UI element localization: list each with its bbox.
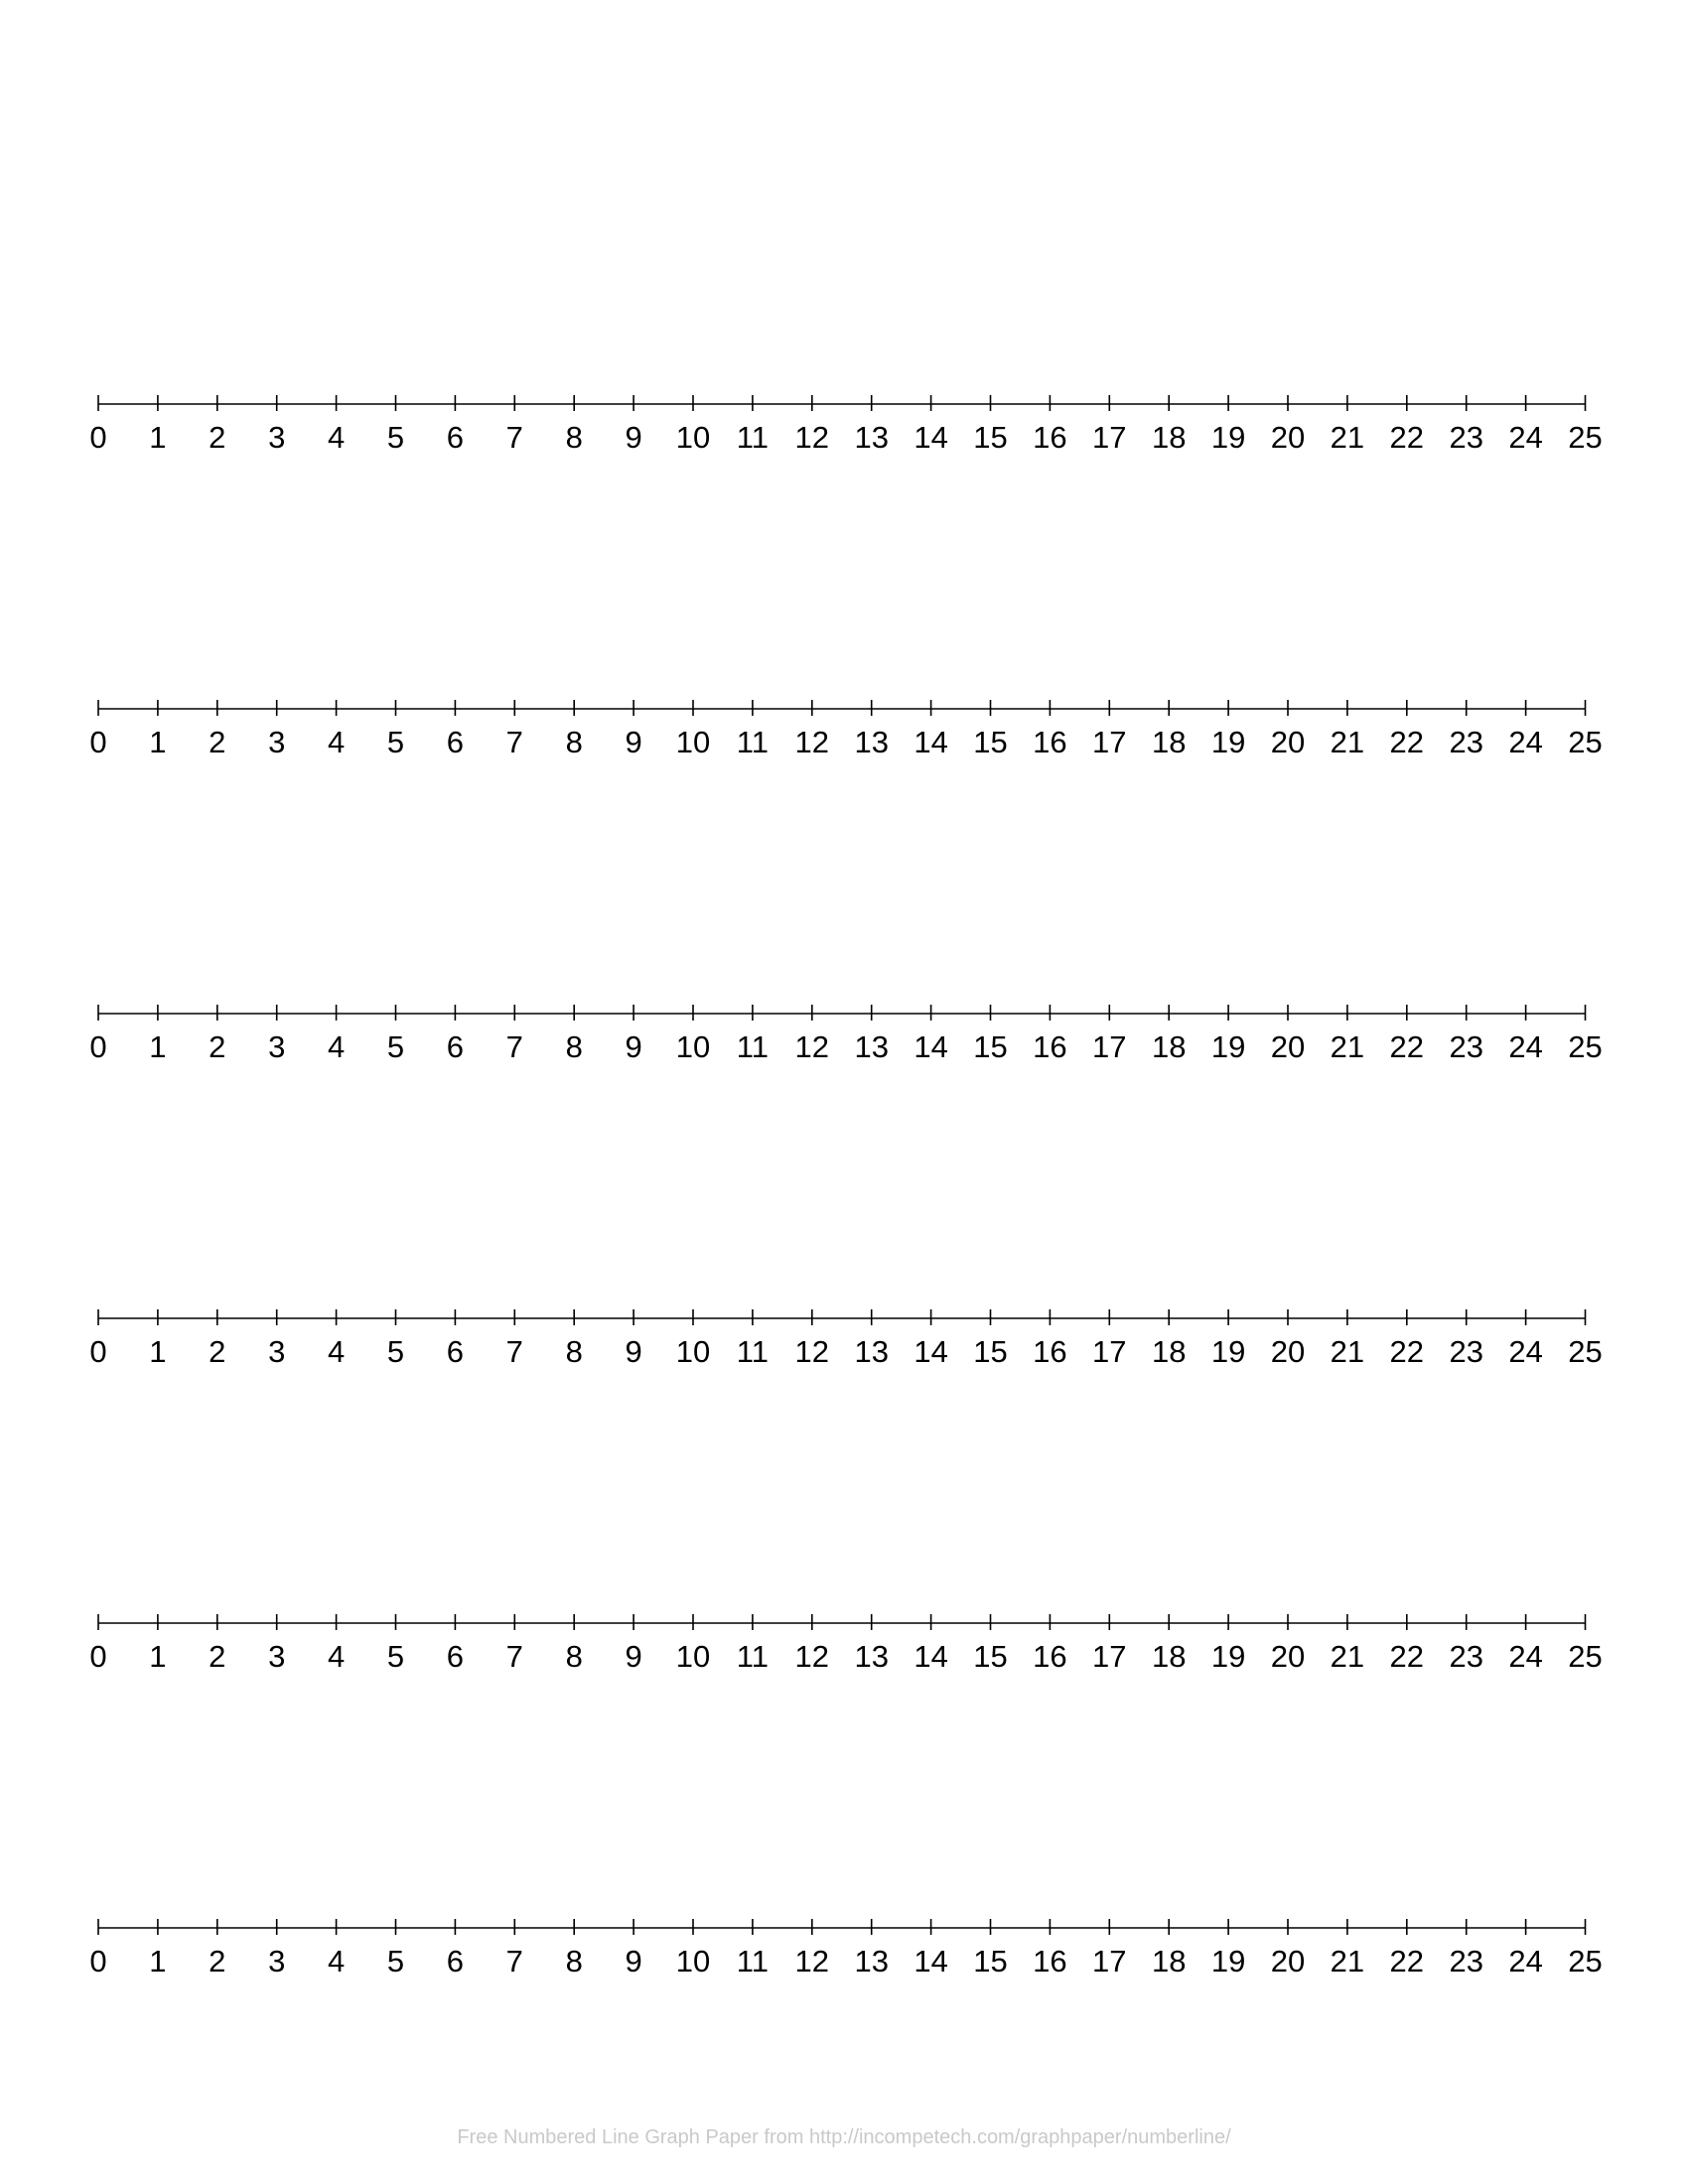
tick-label: 9	[625, 420, 642, 455]
tick-label: 3	[268, 1944, 286, 1979]
tick-label: 7	[505, 1334, 523, 1369]
tick-label: 2	[209, 1334, 226, 1369]
tick-label: 23	[1449, 1029, 1483, 1064]
number-line-5	[89, 1614, 1602, 1674]
tick-label: 24	[1508, 1639, 1543, 1674]
tick-label: 0	[89, 420, 107, 455]
tick-label: 8	[565, 1334, 583, 1369]
tick-label: 19	[1210, 1334, 1246, 1369]
tick-label: 1	[149, 1639, 167, 1674]
tick-label: 21	[1330, 1944, 1365, 1979]
tick-label: 17	[1092, 420, 1127, 455]
number-line-6	[89, 1919, 1602, 1979]
tick-label: 1	[149, 1029, 167, 1064]
tick-label: 9	[625, 1334, 642, 1369]
tick-label: 6	[446, 420, 465, 455]
tick-label: 9	[625, 725, 642, 759]
tick-label: 0	[89, 1639, 107, 1674]
tick-label: 3	[268, 420, 286, 455]
tick-label: 10	[675, 1639, 711, 1674]
tick-label: 13	[854, 1944, 889, 1979]
tick-label: 2	[209, 725, 226, 759]
tick-label: 23	[1449, 1334, 1483, 1369]
tick-label: 19	[1210, 1029, 1246, 1064]
tick-label: 12	[794, 420, 830, 455]
tick-label: 0	[89, 1944, 107, 1979]
tick-label: 21	[1330, 1639, 1365, 1674]
tick-label: 16	[1033, 1944, 1067, 1979]
tick-label: 5	[386, 725, 405, 759]
tick-label: 14	[914, 1639, 948, 1674]
tick-label: 18	[1151, 1944, 1187, 1979]
tick-label: 15	[973, 725, 1008, 759]
tick-label: 22	[1389, 1029, 1425, 1064]
tick-label: 7	[505, 725, 523, 759]
tick-label: 13	[854, 725, 889, 759]
tick-label: 6	[446, 1029, 465, 1064]
tick-label: 23	[1449, 420, 1483, 455]
tick-label: 17	[1092, 1334, 1127, 1369]
tick-label: 24	[1508, 1334, 1543, 1369]
tick-label: 5	[386, 420, 405, 455]
tick-label: 25	[1568, 420, 1603, 455]
tick-label: 8	[565, 1639, 583, 1674]
tick-label: 7	[505, 1944, 523, 1979]
tick-label: 12	[794, 1334, 830, 1369]
tick-label: 10	[675, 420, 711, 455]
tick-label: 24	[1508, 1944, 1543, 1979]
tick-label: 18	[1151, 1639, 1187, 1674]
tick-label: 8	[565, 1029, 583, 1064]
tick-label: 16	[1033, 1029, 1067, 1064]
tick-label: 21	[1330, 1029, 1365, 1064]
tick-label: 19	[1210, 1639, 1246, 1674]
tick-label: 2	[209, 1639, 226, 1674]
tick-label: 12	[794, 1029, 830, 1064]
tick-label: 18	[1151, 1029, 1187, 1064]
tick-label: 13	[854, 420, 889, 455]
tick-label: 25	[1568, 1639, 1603, 1674]
tick-label: 24	[1508, 1029, 1543, 1064]
tick-label: 3	[268, 725, 286, 759]
tick-label: 22	[1389, 725, 1425, 759]
tick-label: 1	[149, 725, 167, 759]
tick-label: 1	[149, 420, 167, 455]
tick-label: 12	[794, 1639, 830, 1674]
tick-label: 15	[973, 1944, 1008, 1979]
tick-label: 24	[1508, 725, 1543, 759]
tick-label: 14	[914, 1944, 948, 1979]
tick-label: 11	[736, 1944, 769, 1979]
tick-label: 11	[736, 1029, 769, 1064]
tick-label: 0	[89, 1334, 107, 1369]
tick-label: 5	[386, 1944, 405, 1979]
tick-label: 8	[565, 1944, 583, 1979]
tick-label: 22	[1389, 420, 1425, 455]
tick-label: 13	[854, 1639, 889, 1674]
tick-label: 2	[209, 1944, 226, 1979]
tick-label: 8	[565, 725, 583, 759]
tick-label: 23	[1449, 1944, 1483, 1979]
tick-label: 13	[854, 1029, 889, 1064]
tick-label: 25	[1568, 1334, 1603, 1369]
tick-label: 0	[89, 1029, 107, 1064]
tick-label: 17	[1092, 1029, 1127, 1064]
tick-label: 3	[268, 1029, 286, 1064]
tick-label: 23	[1449, 725, 1483, 759]
tick-label: 18	[1151, 1334, 1187, 1369]
tick-label: 16	[1033, 1639, 1067, 1674]
tick-label: 12	[794, 725, 830, 759]
tick-label: 11	[736, 420, 769, 455]
tick-label: 10	[675, 1029, 711, 1064]
tick-label: 1	[149, 1944, 167, 1979]
tick-label: 24	[1508, 420, 1543, 455]
tick-label: 16	[1033, 420, 1067, 455]
tick-label: 4	[327, 725, 346, 759]
tick-label: 3	[268, 1334, 286, 1369]
tick-label: 4	[327, 1334, 346, 1369]
tick-label: 15	[973, 420, 1008, 455]
tick-label: 2	[209, 420, 226, 455]
tick-label: 10	[675, 1334, 711, 1369]
tick-label: 25	[1568, 1029, 1603, 1064]
tick-label: 5	[386, 1639, 405, 1674]
tick-label: 20	[1270, 1639, 1306, 1674]
tick-label: 7	[505, 1029, 523, 1064]
tick-label: 17	[1092, 1944, 1127, 1979]
tick-label: 11	[736, 1334, 769, 1369]
tick-label: 14	[914, 725, 948, 759]
tick-label: 17	[1092, 725, 1127, 759]
tick-label: 25	[1568, 1944, 1603, 1979]
tick-label: 20	[1270, 725, 1306, 759]
tick-label: 25	[1568, 725, 1603, 759]
tick-label: 6	[446, 1944, 465, 1979]
tick-label: 22	[1389, 1639, 1425, 1674]
tick-label: 15	[973, 1639, 1008, 1674]
number-line-2	[89, 700, 1602, 759]
tick-label: 14	[914, 420, 948, 455]
tick-label: 20	[1270, 1334, 1306, 1369]
tick-label: 20	[1270, 1944, 1306, 1979]
tick-label: 4	[327, 1639, 346, 1674]
tick-label: 2	[209, 1029, 226, 1064]
tick-label: 20	[1270, 1029, 1306, 1064]
tick-label: 4	[327, 420, 346, 455]
tick-label: 17	[1092, 1639, 1127, 1674]
tick-label: 6	[446, 725, 465, 759]
tick-label: 12	[794, 1944, 830, 1979]
tick-label: 16	[1033, 725, 1067, 759]
tick-label: 4	[327, 1944, 346, 1979]
tick-label: 7	[505, 420, 523, 455]
tick-label: 9	[625, 1639, 642, 1674]
tick-label: 19	[1210, 1944, 1246, 1979]
tick-label: 15	[973, 1334, 1008, 1369]
tick-label: 11	[736, 725, 769, 759]
tick-label: 19	[1210, 725, 1246, 759]
tick-label: 16	[1033, 1334, 1067, 1369]
tick-label: 21	[1330, 1334, 1365, 1369]
tick-label: 18	[1151, 420, 1187, 455]
tick-label: 5	[386, 1029, 405, 1064]
tick-label: 4	[327, 1029, 346, 1064]
tick-label: 15	[973, 1029, 1008, 1064]
tick-label: 5	[386, 1334, 405, 1369]
number-line-1	[89, 395, 1602, 455]
tick-label: 0	[89, 725, 107, 759]
tick-label: 23	[1449, 1639, 1483, 1674]
tick-label: 9	[625, 1029, 642, 1064]
tick-label: 6	[446, 1334, 465, 1369]
tick-label: 6	[446, 1639, 465, 1674]
tick-label: 20	[1270, 420, 1306, 455]
tick-label: 22	[1389, 1334, 1425, 1369]
tick-label: 21	[1330, 725, 1365, 759]
tick-label: 13	[854, 1334, 889, 1369]
tick-label: 10	[675, 725, 711, 759]
footer-credit: Free Numbered Line Graph Paper from http://incompetech.com/graphpaper/numberline/	[457, 2126, 1231, 2148]
tick-label: 11	[736, 1639, 769, 1674]
tick-label: 9	[625, 1944, 642, 1979]
tick-label: 14	[914, 1334, 948, 1369]
tick-label: 21	[1330, 420, 1365, 455]
tick-label: 19	[1210, 420, 1246, 455]
tick-label: 8	[565, 420, 583, 455]
tick-label: 14	[914, 1029, 948, 1064]
tick-label: 1	[149, 1334, 167, 1369]
tick-label: 22	[1389, 1944, 1425, 1979]
number-line-4	[89, 1309, 1602, 1369]
tick-label: 10	[675, 1944, 711, 1979]
tick-label: 7	[505, 1639, 523, 1674]
tick-label: 3	[268, 1639, 286, 1674]
tick-label: 18	[1151, 725, 1187, 759]
number-line-3	[89, 1005, 1602, 1064]
